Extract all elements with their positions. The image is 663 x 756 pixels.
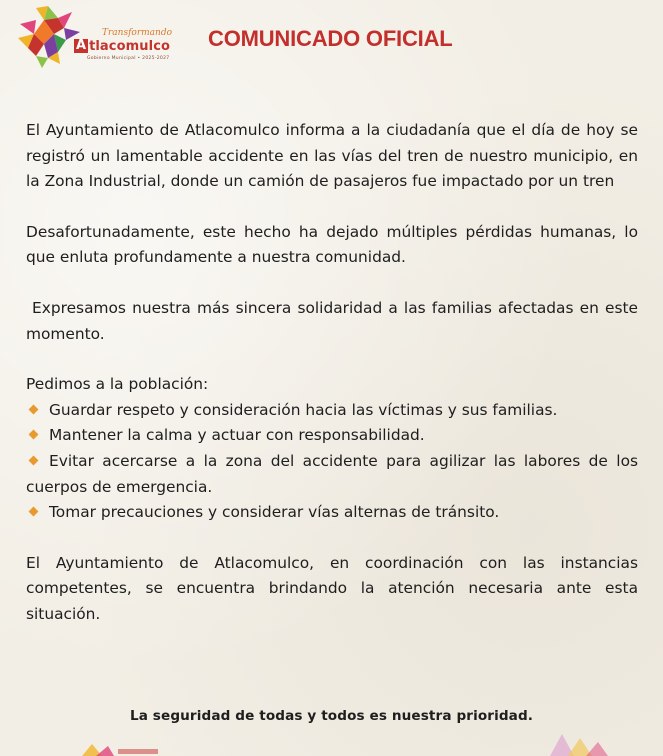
paragraph-1: El Ayuntamiento de Atlacomulco informa a la ciudadanía que el día de hoy se registró un lamentable accidente en las vías del tren de nuestro municipio, en la Zona Industrial, donde un camión de pasajeros fue impactado por un tren [26,121,638,191]
list-item [26,500,638,526]
paragraph-3: Expresamos nuestra más sincera solidaridad a las familias afectadas en este momento. [26,298,638,343]
request-text: Tomar precauciones y considerar vías alternas de tránsito. [49,503,500,522]
list-item [26,398,638,424]
request-text: Mantener la calma y actuar con responsabilidad. [49,426,425,445]
request-text: Guardar respeto y consideración hacia las víctimas y sus familias. [49,400,558,419]
diamond-bullet-icon [29,430,39,440]
diamond-bullet-icon [29,404,39,414]
logo-subtitle: Gobierno Municipal • 2025-2027 [87,56,170,61]
closing-statement: La seguridad de todas y todos es nuestra prioridad. [129,708,534,724]
announcement-body [26,118,638,628]
list-item [26,449,638,500]
header [14,4,654,70]
atlacomulco-logo-icon [14,4,84,70]
requests-list [26,398,638,526]
municipal-logo [14,4,214,70]
diamond-bullet-icon [29,455,39,465]
request-text: Evitar acercarse a la zona del accidente para agilizar las labores de los cuerpos de emergencia. [26,451,638,496]
diamond-bullet-icon [29,507,39,517]
logo-name-rest: tlacomulco [89,38,171,54]
page-title: COMUNICADO OFICIAL [208,26,453,51]
logo-wordmark [74,38,170,54]
paragraph-4: El Ayuntamiento de Atlacomulco, en coordinación con las instancias competentes, se encuentra brindando la atención necesaria ante esta situación. [26,553,638,623]
logo-tagline: Transformando [102,28,173,38]
paragraph-2: Desafortunadamente, este hecho ha dejado múltiples pérdidas humanas, lo que enluta profundamente a nuestra comunidad. [26,222,638,267]
list-item [26,423,638,449]
requests-intro: Pedimos a la población: [26,375,209,394]
decorative-logo-fragment-icon [52,740,182,756]
decorative-flower-fragment-icon [540,722,620,756]
logo-initial: A [76,38,87,53]
